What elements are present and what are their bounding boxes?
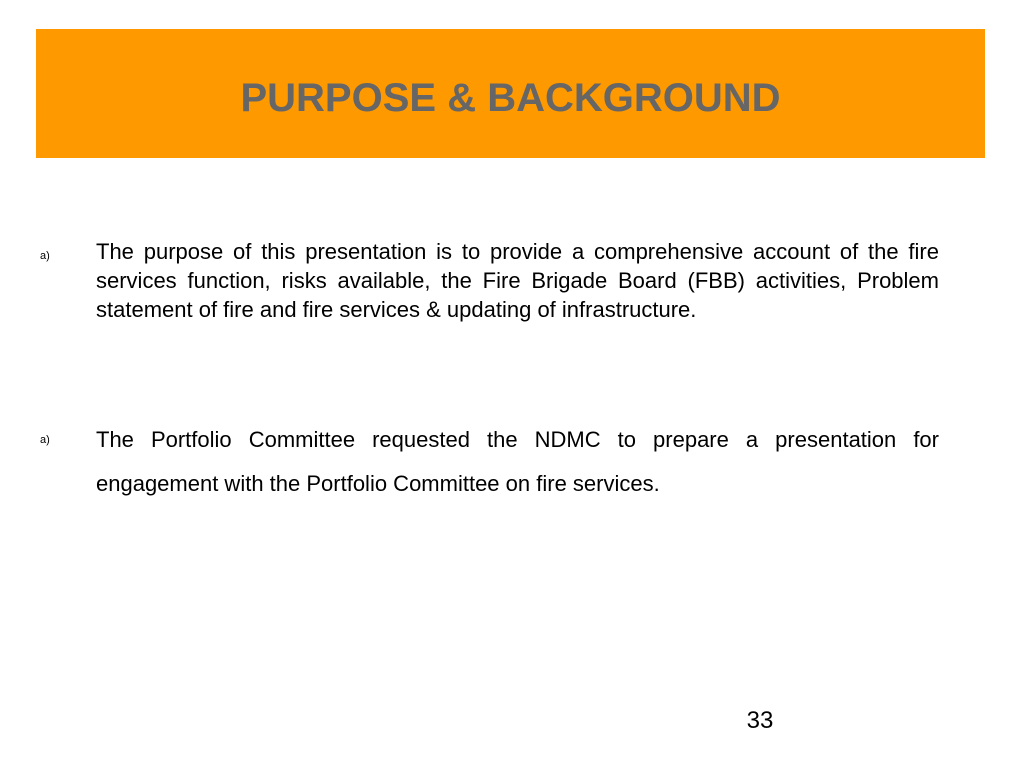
- bullet-text: The Portfolio Committee requested the NDMC to prepare a presentation for engagement with the Portfolio Committee on fire services.: [96, 427, 939, 496]
- slide-title: PURPOSE & BACKGROUND: [240, 76, 781, 120]
- title-bar: [36, 29, 985, 158]
- slide-number: 33: [746, 707, 774, 734]
- bullet-marker: a): [40, 434, 50, 446]
- bullet-marker: a): [40, 250, 50, 262]
- bullet-text: The purpose of this presentation is to provide a comprehensive account of the fire services function, risks available, the Fire Brigade Board (FBB) activities, Problem statement of fire and fire services & updating of infrastructure.: [96, 239, 939, 322]
